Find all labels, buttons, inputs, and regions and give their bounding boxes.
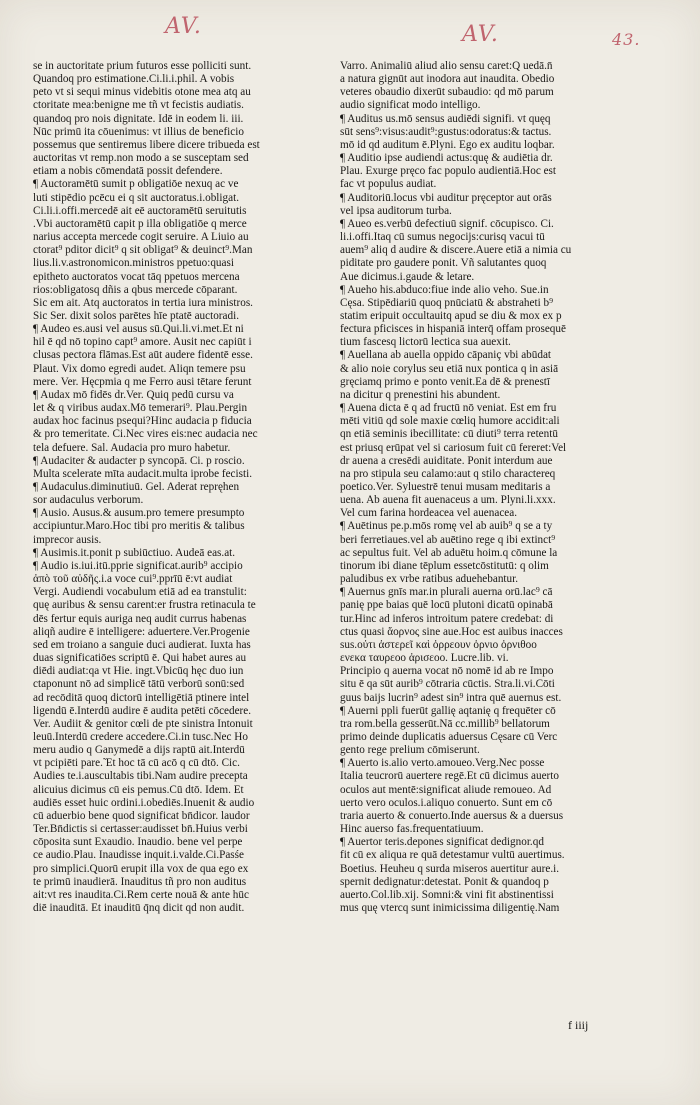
text-line: gręciamq primo e ponto venit.Ea dē & prenestī	[340, 375, 551, 388]
text-line: ¶ Auditio ipse audiendi actus:quę & audiētia d̄r.	[340, 152, 553, 165]
text-line: leuū.Interdū credere accedere.Ci.in tusc.Nec Ho	[33, 730, 248, 743]
text-line: accipiuntur.Maro.Hoc tibi pro meritis & talibus	[33, 520, 245, 533]
text-line: let & q viribus audax.Mō temerari⁹. Plau.Pergin	[33, 402, 248, 415]
text-line: vt pcipiēti pare.̃ Et hoc tā cū acō q cū dtō. Cic.	[33, 757, 240, 770]
text-line: audio significat modo intelligo.	[340, 99, 481, 112]
text-line: se in auctoritate prium futuros esse polliciti sunt.	[33, 60, 252, 72]
text-line: & pro temeritate. Ci.Nec vires eis:nec audacia nec	[33, 428, 258, 441]
text-line: audiēs esset huic ordini.i.obediēs.Inuenit & audio	[33, 796, 255, 809]
text-line: ctoritate mea:benigne me tñ vt fecistis audiatis.	[33, 99, 244, 112]
text-line: aliqñ audire ē intelligere: aduertere.Ver.Progenie	[33, 625, 250, 638]
right-column	[340, 60, 640, 915]
text-line: a natura gignūt aut inodora aut inaudita. Obedio	[340, 73, 555, 86]
text-line: tur.Hinc ad inferos introitum patere credebat: di	[340, 612, 554, 625]
text-line: Sic Ser. dixit solos parētes hīe ptatē auctoradi.	[33, 309, 239, 322]
text-line: ¶ Auerto is.alio verto.amoueo.Verg.Nec posse	[340, 757, 545, 770]
marginal-note-right: AV.	[462, 22, 499, 47]
text-line: diē inauditā. Et inauditū q̄nq dicit qd non audit.	[33, 902, 245, 914]
text-line: guus baijs lucrin⁹ adest sin⁹ intra quē auernus est.	[340, 691, 562, 704]
text-line: epitheto auctoratos vocat tāq ppetuos mercena	[33, 270, 240, 283]
text-line: lius.li.v.astronomicon.ministros ppetuo:quasi	[33, 257, 234, 270]
text-line: sed em troiano a sanguie duci audierat. Iuxta has	[33, 638, 251, 651]
text-line: tela defuere. Sal. Audacia pro muro habetur.	[33, 441, 231, 454]
text-line: diēdi audiat:qa vt Hie. ingt.Vbicūq hęc duo iun	[33, 665, 244, 678]
text-line: vel ipsa auditorum turba.	[340, 204, 452, 217]
text-line: piditate pro gaudere ponit. Vñ salutantes quoq	[340, 257, 547, 270]
text-line: rios:obligatosq dñis a qbus mercede cōparant.	[33, 283, 238, 296]
text-line: d̄r auena a cresēdi auiditate. Ponit interdum aue	[340, 454, 553, 467]
text-line: Ver. Audiit & genitor cœli de pte sinistra Intonuit	[33, 717, 253, 730]
text-line: cū aduerbio bene quod significat bn̄dicor. laudor	[33, 809, 250, 822]
text-line: ait:vt res inaudita.Ci.Rem certe nouā & ante hūc	[33, 888, 249, 901]
text-line: Sic em ait. Atq auctoratos in tertia iura ministros.	[33, 296, 253, 309]
text-line: situ ē qa sūt aurib⁹ cōtraria cūctis. Stra.li.vi.Cōti	[340, 678, 555, 691]
text-line: Ci.li.i.offi.mercedē ait eē auctoramētū seruitutis	[33, 204, 247, 217]
text-line: Hinc auerso fas.frequentatiuum.	[340, 823, 484, 836]
text-line: pro simplici.Quorū erupit illa vox de qua ego ex	[33, 862, 249, 875]
text-line: Ter.Bn̄dictis si certasser:audisset bn̄.Huius verbi	[33, 823, 248, 836]
text-line: poetico.Ver. Syluestrē tenui musam meditaris a	[340, 481, 551, 493]
text-line: fectura pficisces in hispaniā interq̄ offam prosequē	[340, 323, 566, 336]
text-line: ¶ Audaculus.diminutiuū. Gel. Aderat repręhen	[33, 481, 240, 493]
text-line: Nūc primū ita cōuenimus: vt illius de beneficio	[33, 125, 244, 138]
text-line: clusas pectora flāmas.Est aūt audere fidentē esse.	[33, 349, 253, 362]
text-line: ctorat⁹ pditor dicit⁹ q sit obligat⁹ & deuinct⁹.Man	[33, 244, 253, 257]
text-line: beri ferretiaues.vel ab auētino rege q ibi extinct⁹	[340, 533, 556, 546]
text-line: narius accepta mercede cogit seruire. A Liuio au	[33, 231, 249, 244]
text-line: tra rom.bella gesserūt.Nā cc.millib⁹ bellatorum	[340, 717, 550, 730]
text-line: paludibus ex vrbe ratibus aduehebantur.	[340, 573, 519, 586]
text-line: auerto.Col.lib.xij. Somni:& vini fit abstinentissi	[340, 888, 554, 901]
text-line: ¶ Ausimis.it.ponit p subiūctiuo. Audeā eas.at.	[33, 546, 236, 559]
text-line: Italia teucrorū auertere regē.Et cū dicimus auerto	[340, 770, 559, 783]
text-line: Plau. Exurge pręco fac populo audientiā.Hoc est	[340, 165, 557, 178]
text-line: ¶ Audax mō fidēs d̄r.Ver. Quiq pedū cursu va	[33, 388, 234, 401]
text-line: Quandoq pro estimatione.Ci.li.i.phil. A vobis	[33, 73, 235, 86]
text-line: Varro. Animaliū aliud alio sensu caret:Q uedā.n̄	[340, 60, 553, 72]
text-line: Audies te.i.auscultabis tibi.Nam audire precepta	[33, 770, 248, 783]
text-line: oculos aut mentē:significat aliude remoueo. Ad	[340, 783, 552, 796]
marginal-note-left: AV.	[165, 14, 202, 39]
text-line: statim eripuit occultauitq apud se diu & mox ex p	[340, 309, 562, 322]
text-line: sus.οὐτι ἀστερεῖ καὶ ὀρρεουν ὀρνιο ὀρνιθοο	[340, 638, 537, 651]
text-line: possemus que sentiremus libere dicere tribueda est	[33, 138, 260, 151]
text-line: traria auerto & conuerto.Inde auersus & a duersus	[340, 809, 564, 822]
text-line: ¶ Auertor teris.depones significat dedignor.qd	[340, 836, 544, 849]
text-line: tinorum ibi diane tēplum essetcōstitutū: q olim	[340, 559, 549, 572]
text-line: ligendū ē.Interdū audire ē audita petēti cōcedere.	[33, 704, 252, 717]
text-line: ce audio.Plau. Inaudisse inquit.i.valde.Ci.Pasśe	[33, 849, 244, 862]
text-line: luti stipēdio pcēcu ei q sit auctoratus.i.obligat.	[33, 191, 239, 204]
text-line: Multa scelerate mīta audacit.multa iprobe fecisti.	[33, 467, 253, 480]
text-line: ctus quasi ἄορνος sine aue.Hoc est auibus inacces	[340, 625, 563, 638]
text-line: ¶ Auellana ab auella oppido cāpaniç vbi abūdat	[340, 349, 552, 362]
text-line: ctaponunt nō ad simplicē tātū verborū sonū:sed	[33, 678, 245, 691]
text-line: dēs fertur equis auriga neq audit currus habenas	[33, 612, 247, 625]
text-line: imprecor ausis.	[33, 533, 102, 546]
text-line: ¶ Auerni ppli fuerūt gallię aqtanię q frequēter cō	[340, 704, 556, 717]
text-line: duas significatiōes scriptū ē. Qui habet aures au	[33, 652, 247, 665]
text-line: li.i.offi.Itaq cū sumus negocijs:curisq vacui tū	[340, 231, 545, 244]
text-line: Plaut. Vix domo egredi audet. Aliqn temere psu	[33, 362, 246, 375]
text-line: ¶ Aueo es.verbū defectiuū signif. cōcupisco. Ci.	[340, 217, 554, 230]
text-line: te primū inaudierā. Inauditus tñ pro non auditus	[33, 875, 247, 888]
text-line: audax hoc facinus psequi?Hinc audacia p fiducia	[33, 415, 252, 428]
left-column	[33, 60, 333, 915]
text-line: ad recōditā quoq dictorū intelligētiā ptinere intel	[33, 691, 250, 704]
text-line: ¶ Audeo es.ausi vel ausus sū.Qui.li.vi.met.Et ni	[33, 323, 244, 336]
text-line: Vergi. Audiendi vocabulum etiā ad ea transtulit:	[33, 586, 247, 599]
text-line: alicuius dicimus cū eis pemus.Cū dtō. Idem. Et	[33, 783, 244, 796]
text-line: gento rege prelium cōmiserunt.	[340, 744, 480, 757]
text-line: uerto vero oculos.i.aliquo conuerto. Sunt em cō	[340, 796, 553, 809]
text-line: primo deinde duplicatis aduersus Cęsare cū Verc	[340, 730, 558, 743]
text-line: ¶ Auētinus pe.p.mōs romę vel ab auib⁹ q se a ty	[340, 520, 553, 533]
text-line: spernit dedignatur:detestat. Ponit & quandoq p	[340, 875, 549, 888]
text-line: ¶ Auena dicta ē q ad fructū nō veniat. Est em fru	[340, 402, 557, 415]
text-line: Boetius. Heuheu q surda miseros auertitur aure.i.	[340, 862, 560, 875]
text-line: na pro stipula seu calamo:aut q stilo charactereq	[340, 467, 556, 480]
text-line: ¶ Aueho his.abduco:fiue inde alio veho. Sue.in	[340, 283, 549, 296]
text-line: .Vbi auctoramētū capit p illa obligatiōe q merce	[33, 217, 247, 230]
text-line: ¶ Auernus gnīs mar.in plurali auerna orū.lac⁹ cā	[340, 586, 553, 599]
signature-mark: f iiij	[568, 1018, 589, 1032]
text-line: peto vt si sequi minus videbitis otone mea atq au	[33, 86, 251, 99]
text-line: panię ppe baias quē locū plutoni dicatū opinabā	[340, 599, 553, 612]
text-line: cōposita sunt Exaudio. Inaudio. bene vel perpe	[33, 836, 243, 849]
text-line: ac sepultus fuit. Vel ab aduētu hoim.q cōmune la	[340, 546, 558, 559]
text-line: tium fascesq lictorū lectica sua auexit.	[340, 336, 511, 349]
text-line: Principio q auerna vocat nō nomē id ab re Impo	[340, 665, 554, 678]
text-line: Cęsa. Stipēdiariū quoq pnūciatū & abstraheti b⁹	[340, 296, 553, 309]
text-line: ¶ Auditoriū.locus vbi auditur pręceptor aut orās	[340, 191, 552, 204]
text-line: na dicitur q prenestini his abundent.	[340, 388, 501, 401]
text-line: fac vt populus audiat.	[340, 178, 437, 191]
text-line: ¶ Audaciter & audacter p syncopā. Ci. p roscio.	[33, 454, 245, 467]
text-line: ἀπὸ τοῦ αὐδῆς.i.a voce cui⁹.pprīū ē:vt audiat	[33, 573, 233, 586]
text-line: ¶ Audio is.iui.itū.pprie significat.aurib⁹ accipio	[33, 559, 243, 572]
text-line: auctoritas vt remp.non modo a se susceptam sed	[33, 152, 249, 165]
text-line: auem⁹ aliq d audire & discere.Auere etiā a nimia cu	[340, 244, 572, 257]
text-line: ¶ Auctoramētū sumit p obligatiōe nexuq ac ve	[33, 178, 239, 191]
text-line: meru audio q Ganymedē a dijs raptū ait.Interdū	[33, 744, 245, 757]
text-line: quandoq pro nois dignitate. Idē in eodem li. iii.	[33, 112, 244, 125]
text-line: veteres obaudio dixerūt subaudio: qd mō parum	[340, 86, 554, 99]
text-line: fit cū ex aliqua re quā detestamur vultū auertimus.	[340, 849, 565, 862]
text-line: & alio noie corylus seu etiā nux pontica q in asiā	[340, 362, 559, 375]
text-line: qn etiā seminis ibecillitate: cū diuti⁹ terra retentū	[340, 428, 558, 441]
text-line: ¶ Ausio. Ausus.& ausum.pro temere presumpto	[33, 507, 245, 520]
text-line: mus quę vtercq sunt inimicissima diligentię.Nam	[340, 902, 560, 914]
text-line: est priusq erūpat vel si cariosum fuit cū fereret:Vel	[340, 441, 567, 454]
text-line: Aue dicimus.i.gaude & letare.	[340, 270, 475, 283]
text-line: quę auribus & sensu carent:er frustra retinacula te	[33, 599, 256, 612]
text-line: uena. Ab auena fit auenaceus a um. Plyni.li.xxx.	[340, 494, 556, 507]
text-line: ενεκα ταυρεοο ἀρισεοο. Lucre.lib. vi.	[340, 652, 509, 665]
text-line: mēti vitiū qd sole maxie cœliq humore accidit:ali	[340, 415, 560, 428]
folio-number: 43.	[612, 30, 641, 49]
text-line: sor audaculus verborum.	[33, 494, 144, 507]
text-line: etiam a nobis cōmendatā possit defendere.	[33, 165, 223, 178]
text-line: hil ē qd nō topino capt⁹ amore. Ausit nec capiūt i	[33, 336, 252, 349]
text-line: mō id qd auditum ē.Plyni. Ego ex auditu loqbar.	[340, 138, 555, 151]
text-line: sūt sens⁹:visus:audit⁹:gustus:odoratus:& tactus.	[340, 125, 552, 138]
text-line: mere. Ver. Hęcpmia q me Ferro ausi tētare ferunt	[33, 375, 252, 388]
text-line: ¶ Auditus us.mō sensus audiēdi signifi. vt quęq	[340, 112, 551, 125]
text-line: Vel cum farina hordeacea vel auenacea.	[340, 507, 518, 520]
